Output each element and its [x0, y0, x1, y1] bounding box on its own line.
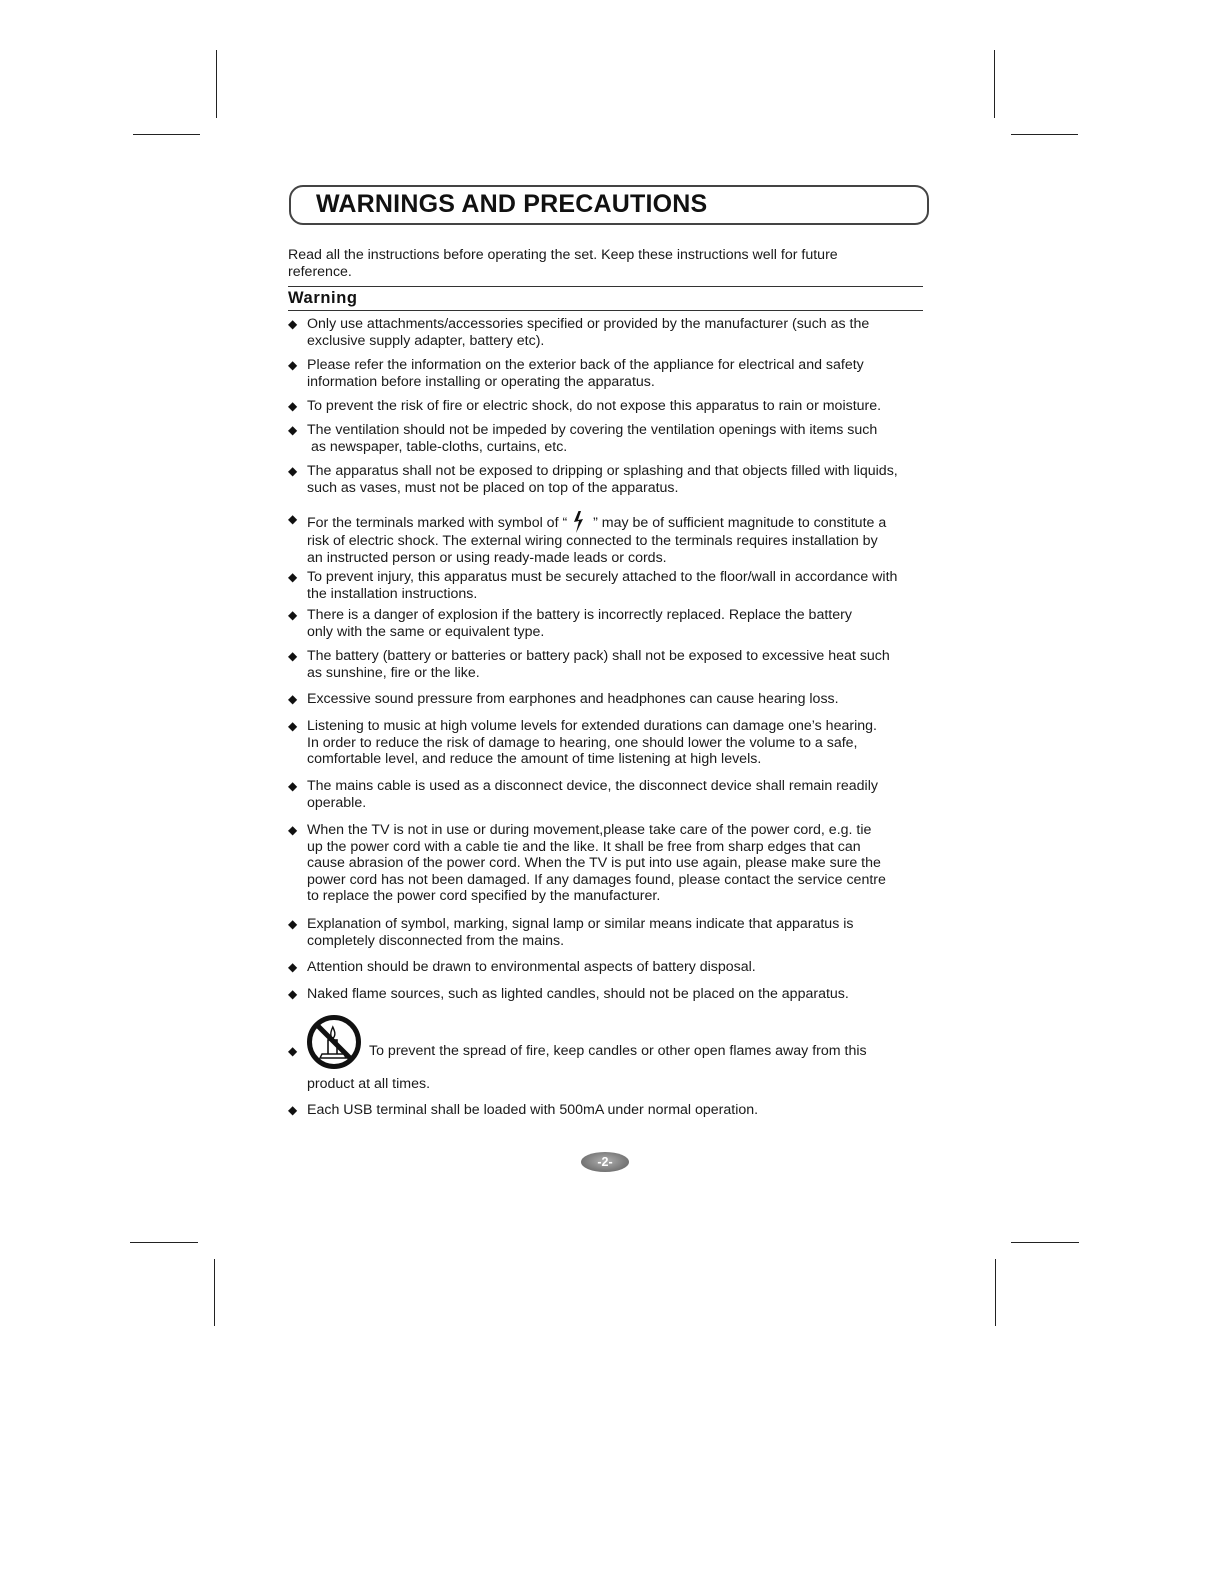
page-title: WARNINGS AND PRECAUTIONS	[316, 190, 708, 218]
section-rule-top	[288, 286, 923, 287]
item-line: There is a danger of explosion if the battery is incorrectly replaced. Replace the battery	[307, 607, 852, 623]
item-line: operable.	[307, 794, 367, 811]
bullet-diamond-icon: ◆	[288, 317, 298, 331]
intro-paragraph	[288, 247, 898, 281]
bullet-diamond-icon: ◆	[288, 960, 298, 974]
item-line: completely disconnected from the mains.	[307, 932, 565, 949]
page-number-badge: -2-	[581, 1152, 629, 1172]
crop-mark-bottom-right-vertical	[995, 1259, 996, 1326]
bullet-diamond-icon: ◆	[288, 399, 298, 413]
item-line: exclusive supply adapter, battery etc).	[307, 332, 545, 349]
crop-mark-bottom-left-vertical	[214, 1259, 215, 1326]
bullet-diamond-icon: ◆	[288, 423, 298, 437]
section-rule-bottom	[288, 310, 923, 311]
bullet-diamond-icon: ◆	[288, 823, 298, 837]
item-line: The battery (battery or batteries or battery pack) shall not be exposed to excessive heat such	[307, 648, 890, 664]
item-line: as sunshine, fire or the like.	[307, 664, 480, 681]
crop-mark-bottom-right-horizontal	[1011, 1242, 1079, 1243]
item-line: Each USB terminal shall be loaded with 500mA under normal operation.	[307, 1102, 759, 1118]
item-line: To prevent the risk of fire or electric shock, do not expose this apparatus to rain or moisture.	[307, 398, 882, 414]
item-line: power cord has not been damaged. If any damages found, please contact the service centre	[307, 871, 886, 888]
lightning-bolt-icon	[571, 511, 585, 533]
item-line: risk of electric shock. The external wiring connected to the terminals requires installation by	[307, 533, 878, 549]
item-line: up the power cord with a cable tie and the like. It shall be free from sharp edges that can	[307, 838, 861, 855]
crop-mark-top-left-vertical	[216, 50, 217, 118]
item-line: product at all times.	[307, 1076, 431, 1092]
item-line: cause abrasion of the power cord. When the TV is put into use again, please make sure the	[307, 855, 881, 872]
item-line: To prevent injury, this apparatus must be securely attached to the floor/wall in accordance with	[307, 569, 898, 585]
bullet-diamond-icon: ◆	[288, 649, 298, 663]
bullet-diamond-icon: ◆	[288, 779, 298, 793]
crop-mark-top-right-vertical	[994, 50, 995, 118]
item-line: To prevent the spread of fire, keep candles or other open flames away from this	[369, 1043, 867, 1059]
bullet-diamond-icon: ◆	[288, 719, 298, 733]
bullet-diamond-icon: ◆	[288, 464, 298, 478]
item-line: only with the same or equivalent type.	[307, 623, 545, 640]
crop-mark-top-left-horizontal	[133, 134, 200, 135]
no-open-flame-icon	[306, 1014, 362, 1070]
bullet-diamond-icon: ◆	[288, 512, 298, 526]
item-line: Attention should be drawn to environmental aspects of battery disposal.	[307, 959, 756, 975]
crop-mark-top-right-horizontal	[1011, 134, 1078, 135]
bullet-diamond-icon: ◆	[288, 608, 298, 622]
intro-line: reference.	[288, 264, 352, 280]
item-line: the installation instructions.	[307, 585, 478, 602]
item-line: The mains cable is used as a disconnect device, the disconnect device shall remain readily	[307, 778, 878, 794]
item-line: information before installing or operating the apparatus.	[307, 373, 655, 390]
item-line: The apparatus shall not be exposed to dripping or splashing and that objects filled with liquids,	[307, 463, 898, 479]
item-line: The ventilation should not be impeded by covering the ventilation openings with items such	[307, 422, 878, 438]
item-line: to replace the power cord specified by the manufacturer.	[307, 888, 661, 905]
item-line: In order to reduce the risk of damage to hearing, one should lower the volume to a safe,	[307, 734, 858, 751]
bullet-diamond-icon: ◆	[288, 358, 298, 372]
intro-line: Read all the instructions before operating the set. Keep these instructions well for future	[288, 247, 838, 263]
item-line: When the TV is not in use or during movement,please take care of the power cord, e.g. tie	[307, 822, 872, 838]
item-text: ” may be of sufficient magnitude to constitute a	[589, 515, 887, 531]
item-line-with-symbol	[307, 511, 932, 533]
crop-mark-bottom-left-horizontal	[130, 1242, 198, 1243]
item-line: as newspaper, table-cloths, curtains, etc.	[307, 438, 568, 455]
item-text: For the terminals marked with symbol of “	[307, 515, 568, 531]
item-line: such as vases, must not be placed on top of the apparatus.	[307, 479, 679, 496]
bullet-diamond-icon: ◆	[288, 570, 298, 584]
bullet-diamond-icon: ◆	[288, 987, 298, 1001]
bullet-diamond-icon: ◆	[288, 917, 298, 931]
bullet-diamond-icon: ◆	[288, 1103, 298, 1117]
item-line: comfortable level, and reduce the amount of time listening at high levels.	[307, 751, 762, 768]
item-line: Listening to music at high volume levels for extended durations can damage one’s hearing.	[307, 718, 877, 734]
item-line: Excessive sound pressure from earphones and headphones can cause hearing loss.	[307, 691, 839, 707]
bullet-diamond-icon: ◆	[288, 692, 298, 706]
section-heading: Warning	[288, 289, 358, 307]
item-line: Only use attachments/accessories specified or provided by the manufacturer (such as the	[307, 316, 870, 332]
item-line: an instructed person or using ready-made leads or cords.	[307, 549, 667, 566]
item-line: Please refer the information on the exterior back of the appliance for electrical and safety	[307, 357, 864, 373]
item-line: Explanation of symbol, marking, signal lamp or similar means indicate that apparatus is	[307, 916, 854, 932]
item-line: Naked flame sources, such as lighted candles, should not be placed on the apparatus.	[307, 986, 849, 1002]
bullet-diamond-icon: ◆	[288, 1044, 298, 1058]
